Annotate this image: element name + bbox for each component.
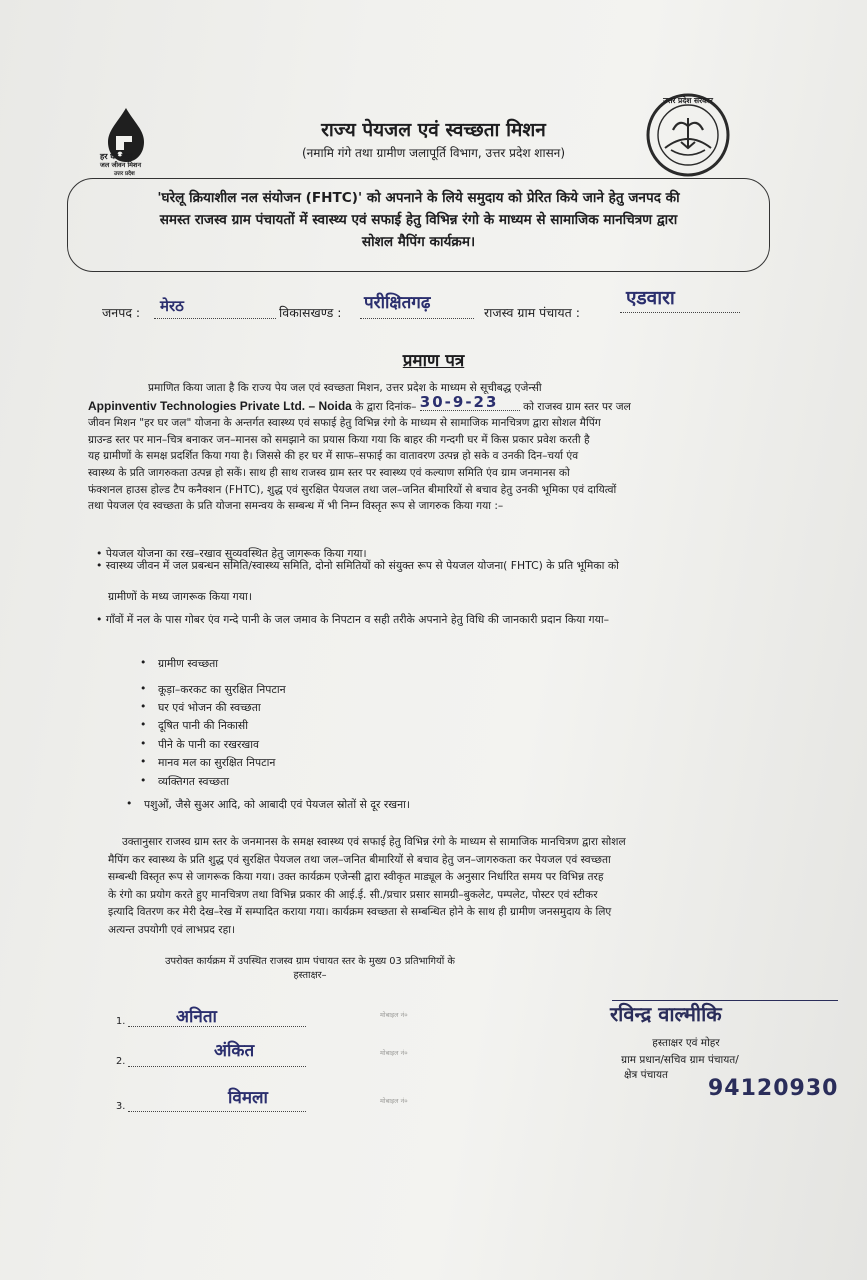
bullet-text: स्वास्थ्य जीवन में जल प्रबन्धन समिति/स्वास्थ्य समिति, दोनो समितियों को संयुक्त रूप से पेयजल योजना( FHTC) के प्रति भूमिका को <box>105 559 619 572</box>
participant-signature-row <box>116 1088 316 1117</box>
list-item: • घर एवं भोजन की स्वच्छता <box>158 700 261 715</box>
mission-subtitle: (नमामि गंगे तथा ग्रामीण जलापूर्ति विभाग, उत्तर प्रदेश शासन) <box>301 146 566 160</box>
participant-signature-row <box>116 1008 316 1032</box>
gram-label: राजस्व ग्राम पंचायत : <box>484 305 580 320</box>
list-item: • कूड़ा–करकट का सुरक्षित निपटान <box>158 682 286 697</box>
vikas-value: परीक्षितगढ़ <box>364 293 431 313</box>
paragraph-line: फंक्शनल हाउस होल्ड टैप कनैक्शन (FHTC), शुद्ध एवं सुरक्षित पेयजल तथा जल–जनित बीमारियों से बचाव हेतु उनकी भूमिका एवं दायित्वों <box>88 483 617 496</box>
list-item: • पशुओं, जैसे सुअर आदि, को आबादी एवं पेयजल स्रोतों से दूर रखना। <box>144 797 410 812</box>
participants-note <box>120 955 500 983</box>
signature-line <box>128 1111 306 1112</box>
certificate-title <box>0 348 867 371</box>
logo-text-line: उत्तर प्रदेश <box>114 171 135 177</box>
mobile-stamp: मोबाइल नं० <box>380 1049 408 1057</box>
paragraph-line: यह ग्रामीणों के समक्ष प्रदर्शित किया गया है। जिससे की हर घर में साफ–सफाई का वातावरण उत्पन्न हो सके व उनकी दिन–चर्या एंव <box>88 450 579 463</box>
official-signature-stroke <box>612 1000 838 1001</box>
bullet-item: • गाँवों में नल के पास गोबर एंव गन्दे पानी के जल जमाव के निपटान व सही तरीके अपनाने हेतु विधि की जानकारी प्रदान किया गया– <box>96 613 610 626</box>
agency-name: Appinventiv Technologies Private Ltd. – Noida <box>88 398 352 413</box>
official-signature: रविन्द्र वाल्मीकि <box>610 1002 722 1026</box>
participant-signature: विमला <box>228 1088 268 1108</box>
paragraph-line: के रंगो का प्रयोग करते हुए मानचित्रण तथा विभिन्न प्रकार की आई.ई. सी./प्रचार प्रसार सामग्री–बुकलेट, पम्पलेट, पोस्टर एवं स्टीकर <box>108 888 598 901</box>
list-item: • मानव मल का सुरक्षित निपटान <box>158 755 275 770</box>
emblem-text: उत्तर प्रदेश सरकार <box>663 96 713 105</box>
certificate-paragraph-2 <box>108 834 790 940</box>
location-fields <box>102 287 802 328</box>
list-item: • व्यक्तिगत स्वच्छता <box>158 774 229 789</box>
bullet-item: • पेयजल योजना का रख–रखाव सुव्यवस्थित हेतु जागरूक किया गया। <box>96 547 367 560</box>
signature-number: 3. <box>116 1101 126 1112</box>
list-item: • दूषित पानी की निकासी <box>158 718 248 733</box>
mission-title: राज्य पेयजल एवं स्वच्छता मिशन <box>321 119 546 141</box>
paragraph-line <box>88 392 774 416</box>
participant-signature-row <box>116 1041 316 1072</box>
signature-number: 2. <box>116 1056 126 1067</box>
paragraph-line: जीवन मिशन "हर घर जल" योजना के अन्तर्गत स्वास्थ्य एवं सफाई हेतु विभिन्न रंगो के माध्यम से सामाजिक मानचित्रण द्वारा सोशल मैपिंग <box>88 417 601 430</box>
paragraph-line: स्वास्थ्य के प्रति जागरुकता उत्पन्न हो सकें। साथ ही साथ राजस्व ग्राम स्तर पर स्वास्थ्य एवं कल्याण समिति एंव ग्राम जनमानस को <box>88 466 570 479</box>
bullet-text: पेयजल योजना का रख–रखाव सुव्यवस्थित हेतु जागरूक किया गया। <box>105 547 367 560</box>
bullet-item: • स्वास्थ्य जीवन में जल प्रबन्धन समिति/स्वास्थ्य समिति, दोनो समितियों को संयुक्त रूप से पेयजल योजना( FHTC) के प्रति भूमिका को <box>96 559 619 572</box>
signature-line <box>128 1026 306 1027</box>
vikas-line <box>360 318 474 319</box>
paragraph-line: प्रमाणित किया जाता है कि राज्य पेय जल एवं स्वच्छता मिशन, उत्तर प्रदेश के माध्यम से सूचीबद्ध एजेन्सी <box>148 382 542 394</box>
program-date: 30-9-23 <box>420 394 520 412</box>
janpad-value: मेरठ <box>160 297 184 315</box>
vikas-label: विकासखण्ड : <box>279 305 342 320</box>
gram-value: एडवारा <box>626 287 675 309</box>
list-item: • पीने के पानी का रखरखाव <box>158 737 259 752</box>
certificate-paragraph-1 <box>88 380 774 515</box>
paragraph-text: को राजस्व ग्राम स्तर पर जल <box>523 400 631 413</box>
program-topic-box <box>67 178 770 272</box>
paragraph-text: के द्वारा दिनांक– <box>355 400 417 413</box>
janpad-label: जनपद : <box>102 305 141 320</box>
janpad-line <box>154 318 276 319</box>
participants-note-line: हस्ताक्षर– <box>293 970 327 981</box>
signature-number: 1. <box>116 1016 126 1027</box>
signature-line <box>128 1066 306 1067</box>
official-phone: 94120930 <box>708 1076 839 1101</box>
bullet-text: गाँवों में नल के पास गोबर एंव गन्दे पानी के जल जमाव के निपटान व सही तरीके अपनाने हेतु विधि की जानकारी प्रदान किया गया– <box>105 613 610 626</box>
paragraph-line: तथा पेयजल एंव स्वच्छता के प्रति योजना समन्वय के सम्बन्ध में भी निम्न विस्तृत रूप से जागरुक किया गया :– <box>88 500 504 513</box>
paragraph-line: सम्बन्धी विस्तृत रूप से जागरूक किया गया। उक्त कार्यक्रम एजेन्सी द्वारा स्वीकृत माड्यूल के अनुसार निर्धारित समय पर विभिन्न तरह <box>108 871 604 884</box>
gram-line <box>620 312 740 313</box>
mobile-stamp: मोबाइल नं० <box>380 1097 408 1105</box>
paragraph-line: ग्राउन्ड स्तर पर मान–चित्र बनाकर जन–मानस को समझाने का प्रयास किया गया कि बाहर की गन्दगी घर में किस प्रकार प्रवेश करती है <box>88 433 590 446</box>
list-item: • ग्रामीण स्वच्छता <box>158 656 218 671</box>
certificate-title-text: प्रमाण पत्र <box>402 351 465 371</box>
official-label: ग्राम प्रधान/सचिव ग्राम पंचायत/ <box>621 1054 739 1066</box>
topic-line: सोशल मैपिंग कार्यक्रम। <box>361 234 476 250</box>
logo-text-line: जल जीवन मिशन <box>100 161 142 169</box>
logo-text-line: हर घर जल <box>100 152 133 161</box>
mobile-stamp: मोबाइल नं० <box>380 1011 408 1019</box>
official-label: क्षेत्र पंचायत <box>623 1069 669 1081</box>
paragraph-line: उक्तानुसार राजस्व ग्राम स्तर के जनमानस के समक्ष स्वास्थ्य एवं सफाई हेतु विभिन्न रंगो के माध्यम से सामाजिक मानचित्रण द्वारा सोशल <box>122 836 626 848</box>
participant-signature: अंकित <box>214 1041 255 1061</box>
bullet-item-continued: ग्रामीणों के मध्य जागरूक किया गया। <box>108 590 252 603</box>
paragraph-line: इत्यादि वितरण कर मेरी देख–रेख में सम्पादित कराया गया। कार्यक्रम स्वच्छता से सम्बन्धित होने के साथ ही ग्रामीण जनसमुदाय के लिए <box>108 906 612 919</box>
participants-note-line: उपरोक्त कार्यक्रम में उपस्थित राजस्व ग्राम पंचायत स्तर के मुख्य 03 प्रतिभागियों के <box>165 956 455 967</box>
paragraph-line: मैपिंग कर स्वास्थ्य के प्रति शुद्ध एवं सुरक्षित पेयजल तथा जल–जनित बीमारियों से बचाव हेतु जन–जागरुकता कर पेयजल एवं स्वच्छता <box>108 853 611 866</box>
topic-line: 'घरेलू क्रियाशील नल संयोजन (FHTC)' को अपनाने के लिये समुदाय को प्रेरित किये जाने हेतु जनपद की <box>157 190 680 206</box>
topic-line: समस्त राजस्व ग्राम पंचायतों में स्वास्थ्य एवं सफाई हेतु विभिन्न रंगो के माध्यम से सामाजिक मानचित्रण द्वारा <box>159 212 678 228</box>
paragraph-line: अत्यन्त उपयोगी एवं लाभप्रद रहा। <box>108 923 235 936</box>
official-label: हस्ताक्षर एवं मोहर <box>652 1037 720 1049</box>
participant-signature: अनिता <box>176 1007 217 1027</box>
